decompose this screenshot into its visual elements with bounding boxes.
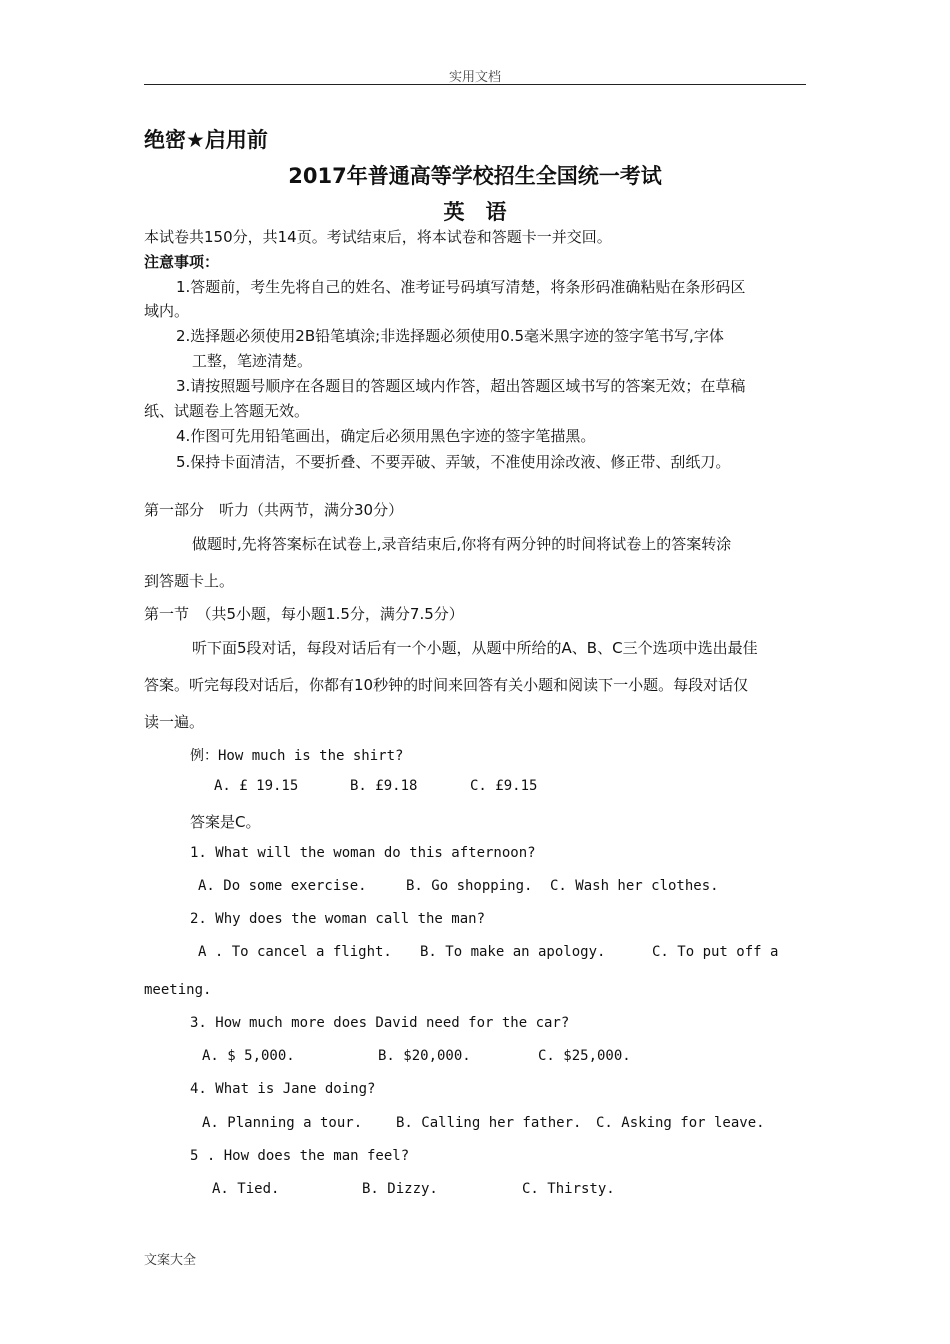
question-3-option-b: B. $20,000. (378, 1048, 471, 1064)
question-2-option-c: C. To put off a (652, 944, 779, 960)
question-4: 4. What is Jane doing? (190, 1081, 376, 1097)
question-4-option-c: C. Asking for leave. (596, 1115, 765, 1131)
question-2-option-a: A . To cancel a flight. (198, 944, 392, 960)
example-option-a: A. £ 19.15 (214, 778, 299, 794)
example-question: 例：How much is the shirt? (190, 748, 404, 764)
example-option-c: C. £9.15 (470, 778, 538, 794)
question-2-option-b: B. To make an apology. (420, 944, 606, 960)
top-secret-label: 绝密★启用前 (144, 128, 268, 152)
note-1-cont: 域内。 (144, 302, 190, 320)
question-1: 1. What will the woman do this afternoon? (190, 845, 536, 861)
example-answer: 答案是C。 (190, 813, 261, 831)
question-3-option-c: C. $25,000. (538, 1048, 631, 1064)
question-2-option-c-cont: meeting. (144, 982, 212, 998)
part1-instruction: 做题时,先将答案标在试卷上,录音结束后,你将有两分钟的时间将试卷上的答案转涂 (192, 535, 732, 553)
question-1-option-b: B. Go shopping. (406, 878, 533, 894)
question-3-option-a: A. $ 5,000. (202, 1048, 295, 1064)
question-1-option-a: A. Do some exercise. (198, 878, 367, 894)
question-4-option-a: A. Planning a tour. (202, 1115, 363, 1131)
note-3-cont: 纸、试题卷上答题无效。 (144, 402, 310, 420)
subject-title: 英 语 (443, 200, 507, 224)
question-1-option-c: C. Wash her clothes. (550, 878, 719, 894)
intro-text: 本试卷共150分，共14页。考试结束后，将本试卷和答题卡一并交回。 (144, 228, 612, 246)
note-2: 2.选择题必须使用2B铅笔填涂;非选择题必须使用0.5毫米黑字迹的签字笔书写,字体 (176, 327, 724, 345)
example-option-b: B. £9.18 (350, 778, 418, 794)
note-3: 3.请按照题号顺序在各题目的答题区域内作答，超出答题区域书写的答案无效；在草稿 (176, 377, 746, 395)
section1-heading: 第一节 （共5小题，每小题1.5分，满分7.5分） (144, 605, 464, 623)
question-5-option-a: A. Tied. (212, 1181, 280, 1197)
question-4-option-b: B. Calling her father. (396, 1115, 582, 1131)
header-divider (144, 84, 806, 85)
section1-instruction: 听下面5段对话，每段对话后有一个小题，从题中所给的A、B、C三个选项中选出最佳 (192, 639, 758, 657)
question-5-option-c: C. Thirsty. (522, 1181, 615, 1197)
note-2-cont: 工整，笔迹清楚。 (192, 352, 313, 370)
note-5: 5.保持卡面清洁，不要折叠、不要弄破、弄皱，不准使用涂改液、修正带、刮纸刀。 (176, 453, 731, 471)
page-footer: 文案大全 (144, 1253, 197, 1268)
note-1: 1.答题前，考生先将自己的姓名、准考证号码填写清楚，将条形码准确粘贴在条形码区 (176, 278, 746, 296)
question-5-option-b: B. Dizzy. (362, 1181, 438, 1197)
part1-heading: 第一部分 听力（共两节，满分30分） (144, 501, 404, 519)
part1-instruction-cont: 到答题卡上。 (144, 572, 235, 590)
notes-heading: 注意事项： (144, 253, 220, 271)
section1-instruction-cont: 答案。听完每段对话后，你都有10秒钟的时间来回答有关小题和阅读下一小题。每段对话仅 (144, 676, 749, 694)
page-header-title: 实用文档 (448, 70, 501, 85)
section1-instruction-end: 读一遍。 (144, 713, 205, 731)
question-2: 2. Why does the woman call the man? (190, 911, 486, 927)
question-3: 3. How much more does David need for the car? (190, 1015, 570, 1031)
exam-title: 2017年普通高等学校招生全国统一考试 (288, 164, 662, 188)
note-4: 4.作图可先用铅笔画出，确定后必须用黑色字迹的签字笔描黑。 (176, 427, 596, 445)
question-5: 5 . How does the man feel? (190, 1148, 410, 1164)
